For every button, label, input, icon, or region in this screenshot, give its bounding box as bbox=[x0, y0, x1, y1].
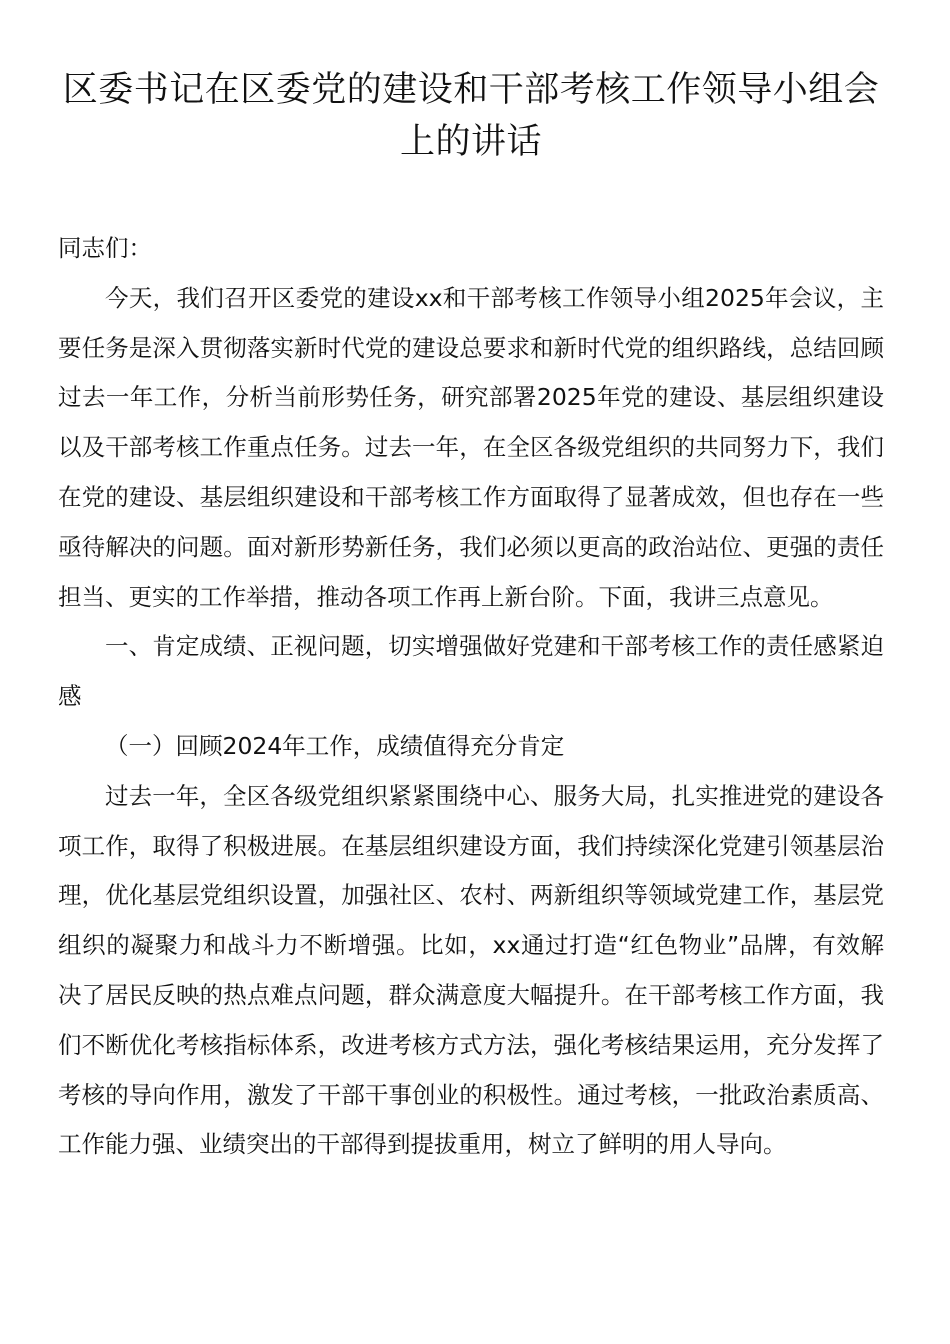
subsection-heading-1: （一）回顾2024年工作，成绩值得充分肯定 bbox=[105, 731, 565, 760]
intro-paragraph: 今天，我们召开区委党的建设xx和干部考核工作领导小组2025年会议，主要任务是深入贯彻落实新时代党的建设总要求和新时代党的组织路线，总结回顾过去一年工作，分析当前形势任务，研究部署2025年党的建设、基层组织建设以及干部考核工作重点任务。过去一年，在全区各级党组织的共同努力下，我们在党的建设、基层组织建设和干部考核工作方面取得了显著成效，但也存在一些亟待解决的问题。面对新形势新任务，我们必须以更高的政治站位、更强的责任担当、更实的工作举措，推动各项工作再上新台阶。下面，我讲三点意见。 bbox=[58, 283, 884, 611]
section-heading-1: 一、肯定成绩、正视问题，切实增强做好党建和干部考核工作的责任感紧迫感 bbox=[58, 632, 884, 711]
document-title: 区委书记在区委党的建设和干部考核工作领导小组会上的讲话 bbox=[62, 70, 880, 162]
document-page bbox=[58, 64, 884, 1170]
salutation: 同志们： bbox=[58, 234, 152, 262]
review-paragraph: 过去一年，全区各级党组织紧紧围绕中心、服务大局，扎实推进党的建设各项工作，取得了积极进展。在基层组织建设方面，我们持续深化党建引领基层治理，优化基层党组织设置，加强社区、农村、两新组织等领域党建工作，基层党组织的凝聚力和战斗力不断增强。比如，xx通过打造“红色物业”品牌，有效解决了居民反映的热点难点问题，群众满意度大幅提升。在干部考核工作方面，我们不断优化考核指标体系，改进考核方式方法，强化考核结果运用，充分发挥了考核的导向作用，激发了干部干事创业的积极性。通过考核，一批政治素质高、工作能力强、业绩突出的干部得到提拔重用，树立了鲜明的用人导向。 bbox=[58, 781, 884, 1159]
document-body bbox=[58, 224, 884, 1170]
